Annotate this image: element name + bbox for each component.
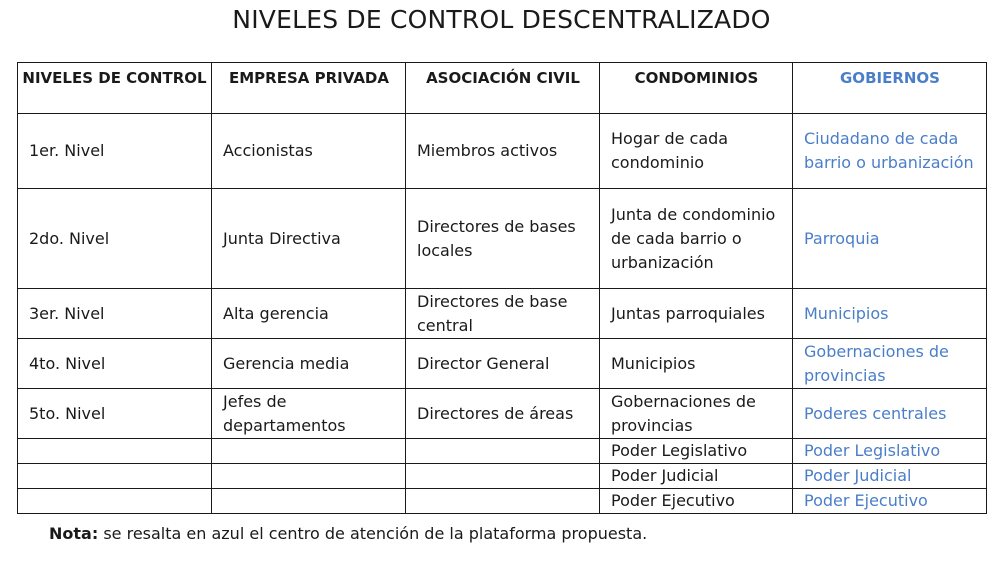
cell-condominios: Juntas parroquiales: [600, 289, 793, 339]
table-row: [18, 114, 987, 189]
cell-asociacion-civil: [406, 489, 600, 514]
cell-condominios: Junta de condominio de cada barrio o urbanización: [600, 189, 793, 289]
header-niveles-de-control: NIVELES DE CONTROL: [18, 63, 212, 114]
cell-level: [18, 489, 212, 514]
cell-gobiernos: Municipios: [793, 289, 987, 339]
cell-gobiernos: Poder Ejecutivo: [793, 489, 987, 514]
cell-condominios: Poder Legislativo: [600, 439, 793, 464]
table-header-row: [18, 63, 987, 114]
cell-empresa-privada: Gerencia media: [212, 339, 406, 389]
header-asociacion-civil: ASOCIACIÓN CIVIL: [406, 63, 600, 114]
cell-asociacion-civil: [406, 439, 600, 464]
cell-level: 4to. Nivel: [18, 339, 212, 389]
cell-condominios: Hogar de cada condominio: [600, 114, 793, 189]
page-title: NIVELES DE CONTROL DESCENTRALIZADO: [232, 5, 771, 34]
cell-gobiernos: Poderes centrales: [793, 389, 987, 439]
footnote-label: Nota:: [49, 524, 99, 543]
cell-level: 1er. Nivel: [18, 114, 212, 189]
table-row: [18, 289, 987, 339]
cell-gobiernos: Poder Legislativo: [793, 439, 987, 464]
table-row: [18, 389, 987, 439]
cell-empresa-privada: [212, 439, 406, 464]
cell-condominios: Municipios: [600, 339, 793, 389]
cell-gobiernos: Ciudadano de cada barrio o urbanización: [793, 114, 987, 189]
cell-level: 3er. Nivel: [18, 289, 212, 339]
cell-condominios: Poder Ejecutivo: [600, 489, 793, 514]
cell-gobiernos: Poder Judicial: [793, 464, 987, 489]
cell-condominios: Poder Judicial: [600, 464, 793, 489]
table-row: [18, 439, 987, 464]
cell-asociacion-civil: Director General: [406, 339, 600, 389]
table-row: [18, 339, 987, 389]
cell-asociacion-civil: Directores de áreas: [406, 389, 600, 439]
cell-asociacion-civil: Directores de base central: [406, 289, 600, 339]
cell-empresa-privada: Junta Directiva: [212, 189, 406, 289]
footnote-text: se resalta en azul el centro de atención de la plataforma propuesta.: [98, 524, 648, 543]
cell-asociacion-civil: Directores de bases locales: [406, 189, 600, 289]
cell-gobiernos: Gobernaciones de provincias: [793, 339, 987, 389]
header-empresa-privada: EMPRESA PRIVADA: [212, 63, 406, 114]
cell-level: [18, 439, 212, 464]
cell-gobiernos: Parroquia: [793, 189, 987, 289]
table-row: [18, 464, 987, 489]
table-row: [18, 489, 987, 514]
footnote: [49, 521, 647, 547]
cell-condominios: Gobernaciones de provincias: [600, 389, 793, 439]
cell-empresa-privada: Alta gerencia: [212, 289, 406, 339]
cell-empresa-privada: [212, 489, 406, 514]
cell-asociacion-civil: Miembros activos: [406, 114, 600, 189]
cell-empresa-privada: Jefes de departamentos: [212, 389, 406, 439]
cell-empresa-privada: [212, 464, 406, 489]
table-row: [18, 189, 987, 289]
cell-level: 5to. Nivel: [18, 389, 212, 439]
cell-level: 2do. Nivel: [18, 189, 212, 289]
cell-empresa-privada: Accionistas: [212, 114, 406, 189]
cell-level: [18, 464, 212, 489]
control-levels-table: [17, 62, 987, 514]
header-condominios: CONDOMINIOS: [600, 63, 793, 114]
cell-asociacion-civil: [406, 464, 600, 489]
header-gobiernos: GOBIERNOS: [793, 63, 987, 114]
